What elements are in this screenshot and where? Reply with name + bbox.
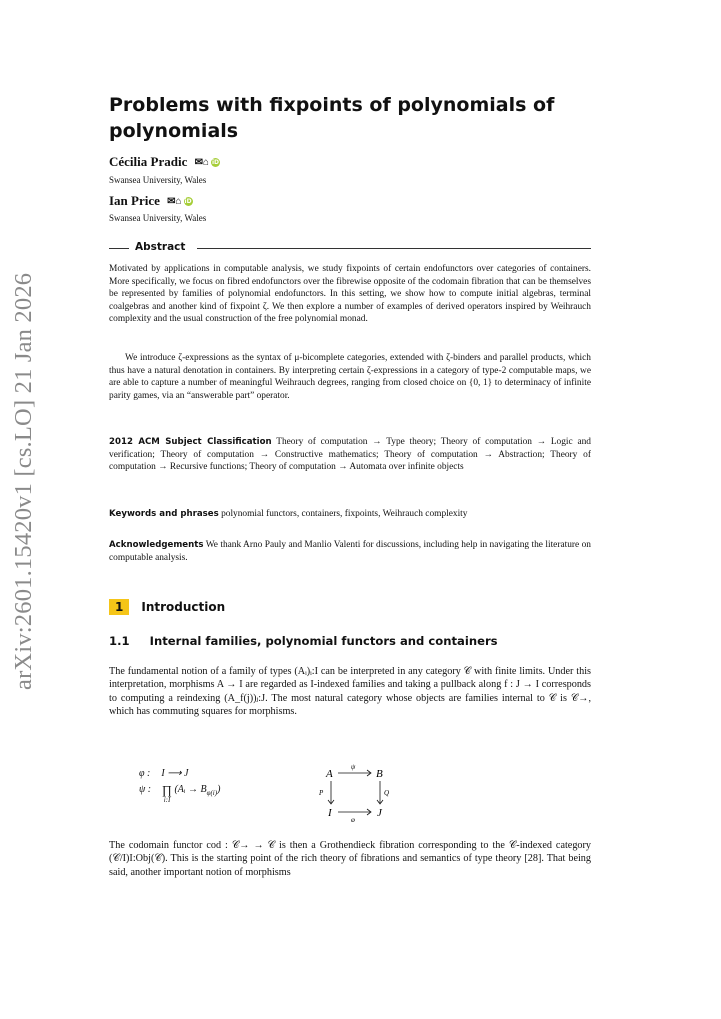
ack-text: We thank Arno Pauly and Manlio Valenti for discussions, including help in navigating the literature on computable analysis. — [109, 540, 591, 563]
author-name: Ian Price — [109, 193, 160, 208]
subsection-heading — [109, 634, 498, 648]
home-icon[interactable]: ⌂ — [175, 196, 182, 207]
acm-classification — [109, 436, 591, 474]
abstract-paragraph-2: We introduce ζ-expressions as the syntax of μ-bicomplete categories, extended with ζ-binders and parallel products, which thus have a natural denotation in containers. By interpreting certain ζ-expressions in a category of type-2 computable maps, we are able to capture a number of meaningful Weihrauch degrees, ranging from closed choice on {0, 1} to determinacy of infinite parity games, via an “answerable part” operator. — [109, 353, 591, 401]
equation-psi — [139, 784, 220, 804]
abstract-heading — [109, 241, 591, 255]
product-subscript: i:I — [163, 796, 171, 804]
node-I: I — [328, 807, 332, 819]
acm-text: Theory of computation → Type theory; Theory of computation → Logic and verification; Theory of computation → Constructive mathematics; Theory of computation → Abstraction; Theory of computation → Recursive functions; Theory of computation → Automata over infinite objects — [109, 437, 591, 473]
section-number: 1 — [109, 599, 129, 615]
abstract-paragraph-1: Motivated by applications in computable analysis, we study fixpoints of certain endofunctors over categories of containers. More specifically, we focus on fibred endofunctors over the fibrewise opposite of the codomain fibration that can be themselves be represented by families of polynomial endofunctors. In this setting, we show how to compute initial algebras, terminal coalgebras and another kind of fixpoint ζ. We then explore a number of examples of derived operators inspired by Weihrauch complexity and the usual construction of the free polynomial monad. — [109, 264, 591, 325]
orcid-icon[interactable]: iD — [184, 198, 192, 205]
arxiv-identifier: arXiv:2601.15420v1 [cs.LO] 21 Jan 2026 — [10, 272, 37, 690]
equation-phi — [139, 768, 188, 779]
psi-expr: (Aᵢ → B — [174, 784, 207, 795]
divider — [109, 248, 129, 249]
section-heading — [109, 599, 225, 615]
phi-label: φ : — [139, 768, 151, 779]
keywords — [109, 508, 591, 521]
psi-subscript: φ(i) — [206, 789, 218, 797]
psi-close: ) — [217, 784, 221, 795]
node-B: B — [376, 768, 383, 780]
keywords-text: polynomial functors, containers, fixpoints, Weihrauch complexity — [221, 509, 468, 519]
orcid-icon[interactable]: iD — [211, 159, 220, 166]
product-symbol: ∏ — [162, 783, 172, 797]
keywords-label: Keywords and phrases — [109, 509, 219, 519]
author-name: Cécilia Pradic — [109, 154, 188, 169]
acknowledgements — [109, 539, 591, 564]
commutative-diagram — [314, 760, 414, 822]
node-A: A — [326, 768, 333, 780]
subsection-title: Internal families, polynomial functors and containers — [149, 634, 498, 648]
psi-label: ψ : — [139, 784, 152, 795]
label-psi: ψ — [351, 763, 356, 771]
label-Q: Q — [384, 789, 390, 797]
ack-label: Acknowledgements — [109, 540, 204, 550]
title-line-2: polynomials — [109, 120, 239, 142]
author-1 — [109, 154, 220, 170]
author-2 — [109, 193, 193, 209]
envelope-icon[interactable]: ✉ — [167, 196, 176, 207]
paper-title — [109, 92, 591, 144]
label-P: P — [319, 789, 324, 797]
node-J: J — [377, 807, 382, 819]
acm-label: 2012 ACM Subject Classification — [109, 437, 272, 447]
section-title: Introduction — [141, 600, 226, 614]
label-phi: φ — [351, 816, 355, 822]
intro-paragraph-1: The fundamental notion of a family of types (Aᵢ)ᵢ:I can be interpreted in any category 𝒞 with finite limits. Under this interpretation, morphisms A → I are regarded as I-indexed families and taking a pullback along f : J → I corresponds to computing a reindexing (A_f(j))ⱼ:J. The most natural category whose objects are families internal to 𝒞 is 𝒞→, which has commuting squares for morphisms. — [109, 666, 591, 717]
home-icon[interactable]: ⌂ — [202, 157, 209, 168]
title-line-1: Problems with fixpoints of polynomials of — [109, 94, 555, 116]
abstract-label: Abstract — [135, 241, 186, 253]
divider — [197, 248, 591, 249]
subsection-number: 1.1 — [109, 634, 130, 648]
intro-paragraph-2: The codomain functor cod : 𝒞→ → 𝒞 is then a Grothendieck fibration corresponding to the 𝒞-indexed category (𝒞/I)I:Obj(𝒞). This is the starting point of the rich theory of fibrations and semantics of type theory [28]. That being said, another important notion of morphisms — [109, 840, 591, 878]
author-2-affiliation: Swansea University, Wales — [109, 213, 207, 223]
envelope-icon[interactable]: ✉ — [194, 157, 203, 168]
phi-expr: I ⟶ J — [161, 768, 189, 779]
author-1-affiliation: Swansea University, Wales — [109, 175, 207, 185]
